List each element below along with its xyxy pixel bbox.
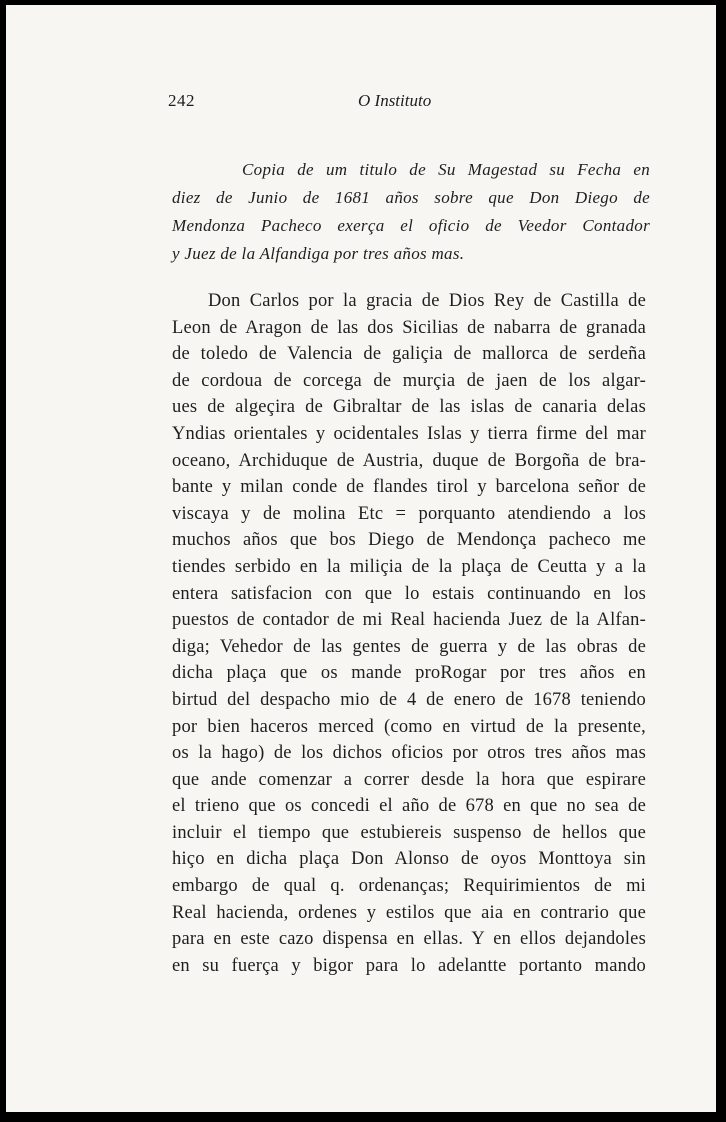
text-line: oceano, Archiduque de Austria, duque de Borgoña de bra-	[172, 450, 646, 471]
text-line: entera satisfacion con que lo estais continuando en los	[172, 583, 646, 604]
text-line: el trieno que os concedi el año de 678 en que no sea de	[172, 796, 646, 817]
text-line: en su fuerça y bigor para lo adelantte portanto mando	[172, 955, 646, 976]
text-line: embargo de qual q. ordenanças; Requirimientos de mi	[172, 876, 646, 897]
heading-line: diez de Junio de 1681 años sobre que Don Diego de	[172, 188, 650, 207]
text-line: incluir el tiempo que estubiereis suspenso de hellos que	[172, 822, 646, 843]
text-line: diga; Vehedor de las gentes de guerra y de las obras de	[172, 636, 646, 657]
text-line: birtud del despacho mio de 4 de enero de 1678 teniendo	[172, 689, 646, 710]
text-line: tiendes serbido en la miliçia de la plaça de Ceutta y a la	[172, 556, 646, 577]
text-line: puestos de contador de mi Real hacienda Juez de la Alfan-	[172, 610, 646, 631]
text-line: muchos años que bos Diego de Mendonça pacheco me	[172, 530, 646, 551]
text-line: para en este cazo dispensa en ellas. Y en ellos dejandoles	[172, 929, 646, 950]
text-line: que ande comenzar a correr desde la hora que espirare	[172, 769, 646, 790]
document-heading	[172, 156, 650, 268]
running-title: O Instituto	[358, 91, 432, 110]
heading-line: Copia de um titulo de Su Magestad su Fecha en	[242, 160, 650, 179]
text-line: de toledo de Valencia de galiçia de mallorca de serdeña	[172, 344, 646, 365]
text-line: viscaya y de molina Etc = porquanto atendiendo a los	[172, 503, 646, 524]
text-line: os la hago) de los dichos oficios por otros tres años mas	[172, 743, 646, 764]
heading-line: y Juez de la Alfandiga por tres años mas.	[172, 244, 465, 263]
text-line: hiço en dicha plaça Don Alonso de oyos Monttoya sin	[172, 849, 646, 870]
text-line: Don Carlos por la gracia de Dios Rey de Castilla de	[208, 291, 646, 311]
page-header	[6, 91, 716, 117]
text-line: por bien haceros merced (como en virtud de la presente,	[172, 716, 646, 737]
text-line: Yndias orientales y ocidentales Islas y tierra firme del mar	[172, 423, 646, 444]
heading-line: Mendonza Pacheco exerça el oficio de Veedor Contador	[172, 216, 650, 235]
body-paragraph	[172, 288, 646, 979]
text-line: Leon de Aragon de las dos Sicilias de nabarra de granada	[172, 317, 646, 338]
text-line: ues de algeçira de Gibraltar de las islas de canaria delas	[172, 397, 646, 418]
page-number: 242	[168, 91, 195, 110]
text-line: dicha plaça que os mande proRogar por tres años en	[172, 663, 646, 684]
book-page	[6, 5, 716, 1112]
text-line: Real hacienda, ordenes y estilos que aia en contrario que	[172, 902, 646, 923]
text-line: de cordoua de corcega de murçia de jaen de los algar-	[172, 370, 646, 391]
text-line: bante y milan conde de flandes tirol y barcelona señor de	[172, 477, 646, 498]
